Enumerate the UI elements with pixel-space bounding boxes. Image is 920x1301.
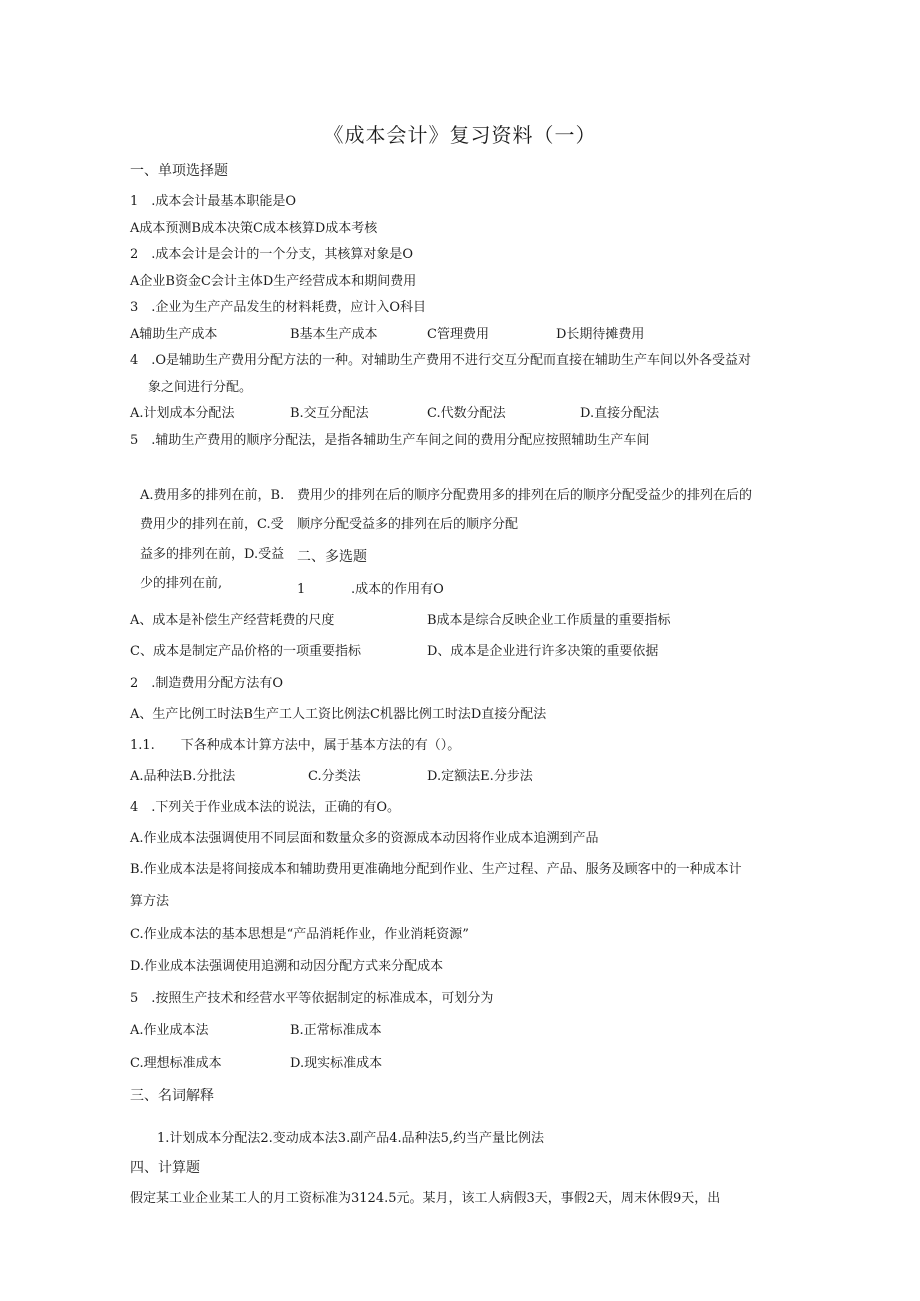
multi-question-3-stem: 1.1. 下各种成本计算方法中，属于基本方法的有（）。 xyxy=(130,738,461,753)
question-4-stem-line-2: 象之间进行分配。 xyxy=(148,380,253,395)
section-heading-term-definitions: 三、名词解释 xyxy=(130,1088,214,1104)
multi-question-3-option-c: C.分类法 xyxy=(308,769,361,784)
multi-question-1-option-d: D、成本是企业进行许多决策的重要依据 xyxy=(427,644,659,659)
question-4-option-c: C.代数分配法 xyxy=(427,406,506,421)
multi-question-5-option-d: D.现实标准成本 xyxy=(290,1056,383,1071)
term-definitions-list: 1.计划成本分配法2.变动成本法3.副产品4.品种法5,约当产量比例法 xyxy=(157,1131,545,1146)
question-2-stem: 2 .成本会计是会计的一个分支，其核算对象是O xyxy=(130,247,414,262)
section-heading-calculation: 四、计算题 xyxy=(130,1160,200,1176)
question-5-left-line-1: A.费用多的排列在前，B. xyxy=(140,488,285,503)
multi-question-1-number: 1 xyxy=(297,582,306,597)
multi-question-4-option-c: C.作业成本法的基本思想是“产品消耗作业，作业消耗资源” xyxy=(130,927,469,942)
question-3-option-d: D长期待摊费用 xyxy=(556,327,645,342)
section-heading-multiple-choice: 二、多选题 xyxy=(297,549,367,565)
multi-question-2-stem: 2 .制造费用分配方法有O xyxy=(130,676,284,691)
multi-question-5-stem: 5 .按照生产技术和经营水平等依据制定的标准成本，可划分为 xyxy=(130,991,494,1006)
multi-question-4-stem: 4 .下列关于作业成本法的说法，正确的有O。 xyxy=(130,800,401,815)
question-5-stem: 5 .辅助生产费用的顺序分配法，是指各辅助生产车间之间的费用分配应按照辅助生产车间 xyxy=(130,433,650,448)
question-3-stem: 3 .企业为生产产品发生的材料耗费，应计入O科目 xyxy=(130,300,427,315)
question-2-options: A企业B资金C会计主体D生产经营成本和期间费用 xyxy=(130,274,417,289)
question-4-stem-line-1: 4 .O是辅助生产费用分配方法的一种。对辅助生产费用不进行交互分配而直接在辅助生产车间以外各受益对 xyxy=(130,353,752,368)
question-3-option-c: C管理费用 xyxy=(427,327,489,342)
multi-question-4-option-b-line-1: B.作业成本法是将间接成本和辅助费用更准确地分配到作业、生产过程、产品、服务及顾客中的一种成本计 xyxy=(130,862,742,877)
multi-question-5-option-a: A.作业成本法 xyxy=(130,1023,209,1038)
question-4-option-d: D.直接分配法 xyxy=(580,406,660,421)
multi-question-4-option-d: D.作业成本法强调使用追溯和动因分配方式来分配成本 xyxy=(130,959,444,974)
question-1-stem: 1 .成本会计最基本职能是O xyxy=(130,194,297,209)
multi-question-2-options: A、生产比例工时法B生产工人工资比例法C机器比例工时法D直接分配法 xyxy=(130,707,547,722)
multi-question-3-option-de: D.定额法E.分步法 xyxy=(427,769,533,784)
question-5-right-line-2: 顺序分配受益多的排列在后的顺序分配 xyxy=(297,517,519,532)
multi-question-1-option-c: C、成本是制定产品价格的一项重要指标 xyxy=(130,644,361,659)
question-1-options: A成本预测B成本决策C成本核算D成本考核 xyxy=(130,221,378,236)
multi-question-3-option-ab: A.品种法B.分批法 xyxy=(130,769,236,784)
multi-question-1-stem: .成本的作用有O xyxy=(351,582,444,597)
question-3-option-b: B基本生产成本 xyxy=(290,327,378,342)
question-5-left-line-3: 益多的排列在前，D.受益 xyxy=(140,547,285,562)
multi-question-5-option-b: B.正常标准成本 xyxy=(290,1023,382,1038)
multi-question-1-option-b: B成本是综合反映企业工作质量的重要指标 xyxy=(427,613,671,628)
question-4-option-a: A.计划成本分配法 xyxy=(130,406,235,421)
question-5-left-line-4: 少的排列在前, xyxy=(140,576,223,591)
question-3-option-a: A辅助生产成本 xyxy=(130,327,218,342)
section-heading-single-choice: 一、单项选择题 xyxy=(130,163,228,179)
multi-question-5-option-c: C.理想标准成本 xyxy=(130,1056,222,1071)
question-5-right-line-1: 费用少的排列在后的顺序分配费用多的排列在后的顺序分配受益少的排列在后的 xyxy=(297,488,753,503)
page-title: 《成本会计》复习资料（一） xyxy=(323,123,597,147)
question-5-left-line-2: 费用少的排列在前，C.受 xyxy=(140,517,284,532)
multi-question-1-option-a: A、成本是补偿生产经营耗费的尺度 xyxy=(130,613,335,628)
question-4-option-b: B.交互分配法 xyxy=(290,406,369,421)
calculation-problem-text: 假定某工业企业某工人的月工资标准为3124.5元。某月，该工人病假3天，事假2天，周末休假9天，出 xyxy=(130,1191,721,1206)
multi-question-4-option-b-line-2: 算方法 xyxy=(130,894,170,909)
multi-question-4-option-a: A.作业成本法强调使用不同层面和数量众多的资源成本动因将作业成本追溯到产品 xyxy=(130,831,599,846)
